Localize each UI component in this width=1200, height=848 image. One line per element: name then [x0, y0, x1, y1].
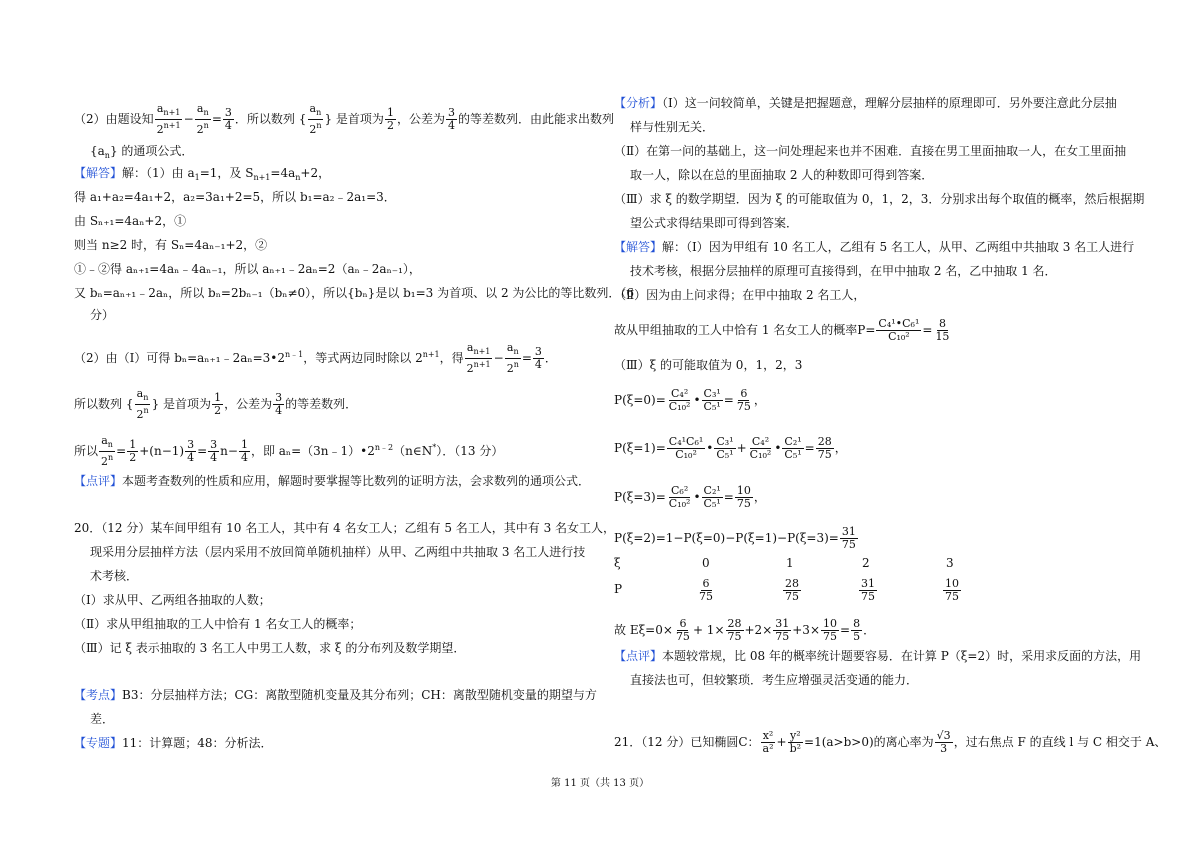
- frac: $\frac{10}{75}$: [736, 484, 751, 510]
- line-part2: （2）由（I）可得 $b_n=a_{n+1}﹣2a_n=3•2^{n﹣1}$，等式两边同时除以 $2^{n+1}$，得 $\frac{a_{n+1}}{2^{n+1}}$ − $\frac{a_n}{2^n}$ = $\frac{3}{4}$ ．: [74, 341, 557, 375]
- frac: $\frac{a_{n+1}}{2^{n+1}}$: [466, 341, 491, 375]
- frac: $\frac{\text{C₂¹}}{\text{C₅¹}}$: [703, 484, 721, 510]
- frac: $\frac{a_n}{2^n}$: [196, 102, 209, 136]
- topic: 【专题】11：计算题；48：分析法．: [74, 736, 273, 750]
- line-text: 技术考核，根据分层抽样的原理可直接得到，在甲中抽取 2 名，乙中抽取 1 名．: [630, 264, 1057, 278]
- frac: $\frac{1}{2}$: [214, 391, 222, 417]
- line-text: 差．: [90, 712, 115, 726]
- frac: $\frac{\text{C₆²}}{\text{C₁₀²}}$: [668, 484, 691, 510]
- table-header-p: P: [614, 582, 623, 596]
- frac: $\frac{\text{C₃¹}}{\text{C₅¹}}$: [703, 387, 721, 413]
- line-text: （Ⅱ）在第一问的基础上，这一问处理起来也并不困难．直接在男工里面抽取一人，在女工里面抽: [614, 144, 1127, 158]
- answer: 【解答】解：（Ⅰ）因为甲组有 10 名工人，乙组有 5 名工人，从甲、乙两组中共抽取 3 名工人进行: [614, 240, 1135, 254]
- frac: $\frac{1}{2}$: [129, 438, 137, 464]
- frac: $\frac{a_n}{2^n}$: [101, 434, 114, 468]
- table-header-xi: ξ: [614, 556, 621, 570]
- question-21: 21．（12 分）已知椭圆C： $\frac{\text{x²}}{\text{a²}}$ + $\frac{\text{y²}}{\text{b²}}$ =1(a>b>0)的离心率为 $\frac{√3}{3}$ ，过右焦点 F 的直线 l 与 C 相交于 A、: [614, 729, 1167, 755]
- line-text: （Ⅱ）因为由上问求得；在甲中抽取 2 名工人，: [614, 288, 866, 302]
- line-general-term: $\{a_n\}$ 的通项公式．: [90, 144, 194, 160]
- line-text: 得 a₁+a₂=4a₁+2，a₂=3a₁+2=5，所以 b₁=a₂﹣2a₁=3．: [74, 190, 396, 204]
- frac: $\frac{a_n}{2^n}$: [136, 387, 149, 421]
- frac: $\frac{31}{75}$: [775, 617, 790, 643]
- frac: $\frac{3}{4}$: [275, 391, 283, 417]
- frac: $\frac{1}{4}$: [240, 438, 248, 464]
- frac: $\frac{6}{75}$: [736, 387, 751, 413]
- line-given: （2）由题设知 $\frac{a_{n+1}}{2^{n+1}}$ − $\frac{a_n}{2^n}$ = $\frac{3}{4}$ ．所以数列 { $\frac{a_n}{2^n}$ } 是首项为 $\frac{1}{2}$ ，公差为 $\frac{3}{4}$ 的等差数列．由此能求出数列: [74, 102, 614, 136]
- frac: $\frac{a_n}{2^n}$: [309, 102, 322, 136]
- frac: $\frac{√3}{3}$: [936, 729, 951, 755]
- line-text: 现采用分层抽样方法（层内采用不放回简单随机抽样）从甲、乙两组中共抽取 3 名工人进行技: [90, 545, 586, 559]
- table-prob: $\frac{6}{75}$: [699, 577, 713, 603]
- line-text: （Ⅱ）求从甲组抽取的工人中恰有 1 名女工人的概率；: [74, 617, 362, 631]
- frac: $\frac{3}{4}$: [187, 438, 195, 464]
- table-value: 1: [786, 556, 794, 570]
- frac: $\frac{28}{75}$: [727, 617, 742, 643]
- prob-one-female: 故从甲组抽取的工人中恰有 1 名女工人的概率P= $\frac{\text{C₄¹•C₆¹}}{\text{C₁₀²}}$ = $\frac{8}{15}$: [614, 317, 950, 343]
- line-text: （Ⅲ）ξ 的可能取值为 0，1，2，3: [614, 358, 803, 372]
- frac: $\frac{6}{75}$: [675, 617, 690, 643]
- comment-tag: 【点评】: [614, 649, 663, 663]
- answer-tag: 【解答】: [74, 166, 123, 180]
- frac: $\frac{3}{4}$: [210, 438, 218, 464]
- table-prob: $\frac{10}{75}$: [945, 577, 959, 603]
- analysis: 【分析】（Ⅰ）这一问较简单，关键是把握题意，理解分层抽样的原理即可．另外要注意此分层抽: [614, 96, 1117, 110]
- page-footer: 第 11 页（共 13 页）: [550, 778, 650, 789]
- answer-start: 【解答】解：（1）由 $a_1=1$，及 $S_{n+1}=4a_n+2$，: [74, 166, 331, 182]
- frac: $\frac{\text{C₄²}}{\text{C₁₀²}}$: [749, 435, 772, 461]
- frac: $\frac{10}{75}$: [823, 617, 837, 643]
- table-value: 3: [946, 556, 954, 570]
- frac: $\frac{28}{75}$: [817, 435, 832, 461]
- line-arith: 所以数列 { $\frac{a_n}{2^n}$ } 是首项为 $\frac{1}{2}$ ，公差为 $\frac{3}{4}$ 的等差数列．: [74, 387, 358, 421]
- prob-xi-2: P(ξ=2)=1−P(ξ=0)−P(ξ=1)−P(ξ=3)= $\frac{31}{75}$: [614, 525, 856, 551]
- frac: $\frac{a_{n+1}}{2^{n+1}}$: [156, 102, 181, 136]
- frac: $\frac{\text{C₂¹}}{\text{C₅¹}}$: [784, 435, 802, 461]
- prob-xi-0: P(ξ=0)= $\frac{\text{C₄²}}{\text{C₁₀²}}$ • $\frac{\text{C₃¹}}{\text{C₅¹}}$ = $\frac{6}{75}$ ，: [614, 387, 766, 413]
- line-text: 由 Sₙ₊₁=4aₙ+2，①: [74, 214, 187, 228]
- distribution-table: [614, 556, 1134, 612]
- line-text: 分）: [90, 308, 115, 322]
- frac: $\frac{\text{C₄²}}{\text{C₁₀²}}$: [668, 387, 691, 413]
- frac: $\frac{31}{75}$: [841, 525, 856, 551]
- frac: $\frac{3}{4}$: [534, 345, 542, 371]
- frac: $\frac{\text{C₃¹}}{\text{C₅¹}}$: [716, 435, 734, 461]
- analysis-tag: 【分析】: [614, 96, 663, 110]
- frac: $\frac{3}{4}$: [447, 106, 455, 132]
- line-result: 所以 $\frac{a_n}{2^n}$ = $\frac{1}{2}$ +(n−1) $\frac{3}{4}$ = $\frac{3}{4}$ n− $\frac{1}{4}$ ，即 $a_n=(3n﹣1)•2^{n﹣2}(n\in N^*)$．（13 分）: [74, 434, 504, 468]
- question-20: 20．（12 分）某车间甲组有 10 名工人，其中有 4 名女工人；乙组有 5 名工人，其中有 3 名女工人，: [74, 521, 616, 535]
- line-text: （Ⅲ）求 ξ 的数学期望．因为 ξ 的可能取值为 0，1，2，3．分别求出每个取值的概率，然后根据期: [614, 192, 1145, 206]
- expectation: 故 Eξ=0× $\frac{6}{75}$ + 1× $\frac{28}{75}$ +2× $\frac{31}{75}$ +3× $\frac{10}{75}$ = $\frac{8}{5}$ ．: [614, 617, 876, 643]
- line-text: 样与性别无关．: [630, 120, 715, 134]
- line-text: ①﹣②得 aₙ₊₁=4aₙ﹣4aₙ₋₁，所以 aₙ₊₁﹣2aₙ=2（aₙ﹣2aₙ₋₁），: [74, 262, 421, 276]
- line-text: 术考核．: [90, 569, 139, 583]
- line-text: 又 bₙ=aₙ₊₁﹣2aₙ，所以 bₙ=2bₙ₋₁（bₙ≠0），所以{bₙ}是以 b₁=3 为首项、以 2 为公比的等比数列．（6: [74, 286, 635, 300]
- line-text: 直接法也可，但较繁琐．考生应增强灵活变通的能力．: [630, 673, 919, 687]
- table-value: 0: [702, 556, 710, 570]
- knowledge-tag: 【考点】: [74, 688, 123, 702]
- frac: $\frac{\text{C₄¹•C₆¹}}{\text{C₁₀²}}$: [878, 317, 920, 343]
- table-prob: $\frac{28}{75}$: [785, 577, 799, 603]
- frac: $\frac{1}{2}$: [386, 106, 394, 132]
- frac: $\frac{\text{y²}}{\text{b²}}$: [789, 729, 802, 755]
- comment: 【点评】本题较常规，比 08 年的概率统计题要容易．在计算 P（ξ=2）时，采用求反面的方法，用: [614, 649, 1142, 663]
- comment: 【点评】本题考查数列的性质和应用，解题时要掌握等比数列的证明方法，会求数列的通项公式．: [74, 474, 591, 488]
- comment-tag: 【点评】: [74, 474, 123, 488]
- topic-tag: 【专题】: [74, 736, 123, 750]
- frac: $\frac{3}{4}$: [224, 106, 232, 132]
- frac: $\frac{8}{15}$: [935, 317, 950, 343]
- frac: $\frac{\text{x²}}{\text{a²}}$: [762, 729, 774, 755]
- line-text: （Ⅲ）记 ξ 表示抽取的 3 名工人中男工人数，求 ξ 的分布列及数学期望．: [74, 641, 466, 655]
- knowledge-points: 【考点】B3：分层抽样方法；CG：离散型随机变量及其分布列；CH：离散型随机变量的期望与方: [74, 688, 597, 702]
- answer-tag: 【解答】: [614, 240, 663, 254]
- line-text: 取一人，除以在总的里面抽取 2 人的种数即可得到答案．: [630, 168, 934, 182]
- prob-xi-3: P(ξ=3)= $\frac{\text{C₆²}}{\text{C₁₀²}}$ • $\frac{\text{C₂¹}}{\text{C₅¹}}$ = $\frac{10}{75}$ ，: [614, 484, 766, 510]
- line-text: （Ⅰ）求从甲、乙两组各抽取的人数；: [74, 593, 271, 607]
- frac: $\frac{8}{5}$: [853, 617, 861, 643]
- table-value: 2: [862, 556, 870, 570]
- prob-xi-1: P(ξ=1)= $\frac{\text{C₄¹C₆¹}}{\text{C₁₀²}}$ • $\frac{\text{C₃¹}}{\text{C₅¹}}$ + $\frac{\text{C₄²}}{\text{C₁₀²}}$ • $\frac{\text{C₂¹}}{\text{C₅¹}}$ = $\frac{28}{75}$ ，: [614, 435, 847, 461]
- frac: $\frac{\text{C₄¹C₆¹}}{\text{C₁₀²}}$: [668, 435, 704, 461]
- table-prob: $\frac{31}{75}$: [861, 577, 875, 603]
- line-text: 则当 n≥2 时，有 Sₙ=4aₙ₋₁+2，②: [74, 238, 268, 252]
- line-text: 望公式求得结果即可得到答案．: [630, 216, 799, 230]
- frac: $\frac{a_n}{2^n}$: [506, 341, 519, 375]
